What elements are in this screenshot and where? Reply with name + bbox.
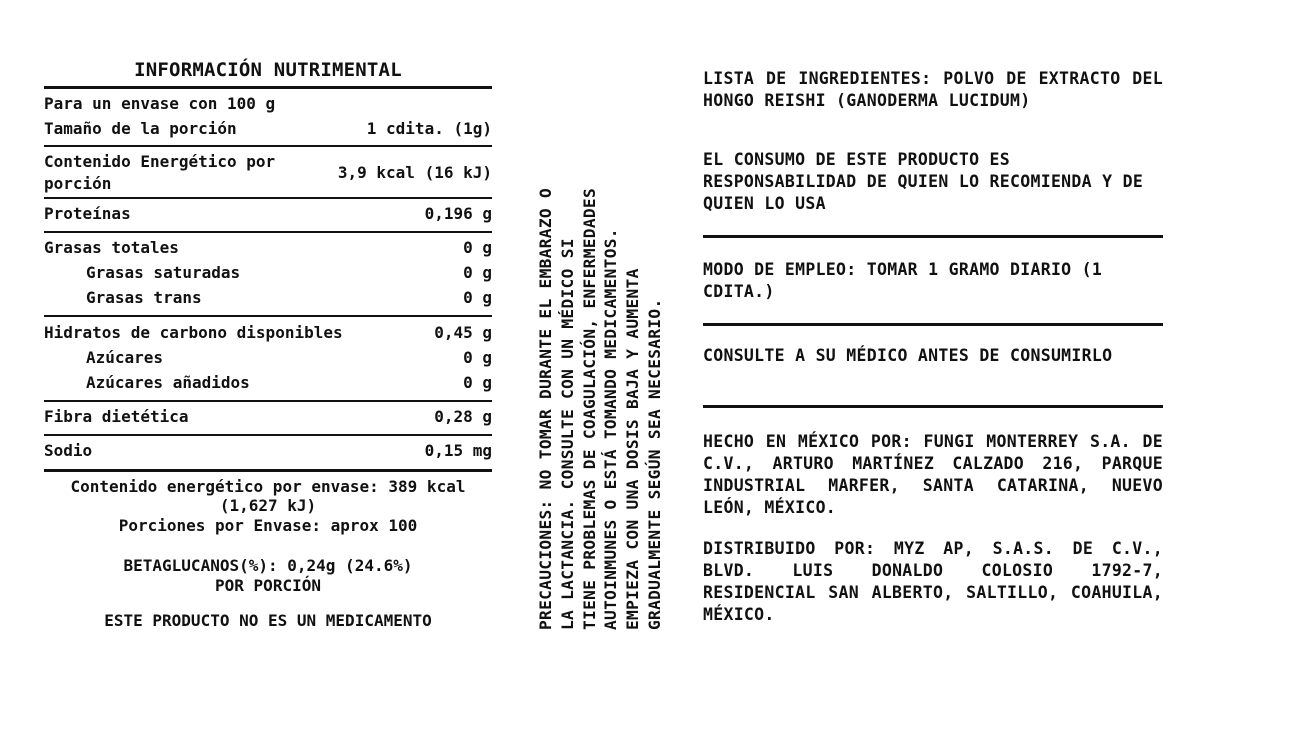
- protein-value: 0,196 g: [424, 204, 492, 223]
- betaglucanos: BETAGLUCANOS(%): 0,24g (24.6%): [123, 556, 413, 575]
- divider: [44, 145, 492, 147]
- added-sugar-row: [44, 372, 492, 394]
- sodium-value: 0,15 mg: [424, 441, 492, 460]
- transfat-label: Grasas trans: [86, 288, 202, 307]
- portion-value: 1 cdita. (1g): [366, 119, 492, 138]
- portions-per-envase: Porciones por Envase: aprox 100: [118, 516, 418, 535]
- divider: [44, 434, 492, 436]
- precautions-line: LA LACTANCIA. CONSULTE CON UN MÉDICO SI: [557, 238, 577, 630]
- divider: [44, 315, 492, 317]
- carbs-row: [44, 322, 492, 344]
- fiber-label: Fibra dietética: [44, 407, 189, 426]
- portion-row: [44, 118, 492, 140]
- divider: [44, 231, 492, 233]
- protein-label: Proteínas: [44, 204, 131, 223]
- precautions-text: [535, 60, 666, 630]
- precautions-line: GRADUALMENTE SEGÚN SEA NECESARIO.: [644, 298, 664, 630]
- divider: [44, 197, 492, 199]
- energy-per-envase-kj: (1,627 kJ): [219, 496, 317, 515]
- satfat-value: 0 g: [463, 263, 492, 282]
- satfat-label: Grasas saturadas: [86, 263, 241, 282]
- envase-row: [44, 93, 492, 115]
- fat-row: [44, 237, 492, 259]
- added-sugar-label: Azúcares añadidos: [86, 373, 250, 392]
- energy-row: [44, 150, 492, 196]
- energy-per-envase: Contenido energético por envase: 389 kcal: [70, 477, 466, 496]
- nutrition-title: INFORMACIÓN NUTRIMENTAL: [134, 59, 402, 81]
- usage-instructions: MODO DE EMPLEO: TOMAR 1 GRAMO DIARIO (1 CDITA.): [703, 260, 1103, 301]
- not-medicine-notice: ESTE PRODUCTO NO ES UN MEDICAMENTO: [104, 611, 432, 630]
- ingredients-list: LISTA DE INGREDIENTES: POLVO DE EXTRACTO DEL HONGO REISHI (GANODERMA LUCIDUM): [703, 69, 1163, 110]
- sugar-label: Azúcares: [86, 348, 164, 367]
- energy-label: Contenido Energético por porción: [44, 152, 276, 193]
- precautions-line: TIENE PROBLEMAS DE COAGULACIÓN, ENFERMEDADES: [579, 187, 599, 630]
- precautions-line: EMPIEZA CON UNA DOSIS BAJA Y AUMENTA: [623, 268, 643, 630]
- portion-label: Tamaño de la porción: [44, 119, 237, 138]
- fiber-value: 0,28 g: [434, 407, 492, 426]
- betaglucanos-portion: POR PORCIÓN: [215, 576, 321, 595]
- carbs-label: Hidratos de carbono disponibles: [44, 323, 343, 342]
- sodium-label: Sodio: [44, 441, 93, 460]
- energy-value: 3,9 kcal (16 kJ): [337, 163, 492, 182]
- precautions-line: AUTOINMUNES O ESTÁ TOMANDO MEDICAMENTOS.: [601, 228, 621, 630]
- sugar-row: [44, 347, 492, 369]
- divider: [44, 400, 492, 402]
- divider: [44, 86, 492, 89]
- transfat-row: [44, 287, 492, 309]
- fat-label: Grasas totales: [44, 238, 179, 257]
- divider: [703, 235, 1163, 238]
- consult-doctor-notice: CONSULTE A SU MÉDICO ANTES DE CONSUMIRLO: [703, 346, 1113, 365]
- sodium-row: [44, 440, 492, 462]
- envase-label: Para un envase con 100 g: [44, 94, 276, 113]
- protein-row: [44, 203, 492, 225]
- sugar-value: 0 g: [463, 348, 492, 367]
- distributor-info: DISTRIBUIDO POR: MYZ AP, S.A.S. DE C.V., BLVD. LUIS DONALDO COLOSIO 1792-7, RESIDENCIAL SAN ALBERTO, SALTILLO, COAHUILA, MÉXICO.: [703, 539, 1163, 624]
- divider: [703, 405, 1163, 408]
- manufacturer-info: HECHO EN MÉXICO POR: FUNGI MONTERREY S.A. DE C.V., ARTURO MARTÍNEZ CALZADO 216, PARQUE INDUSTRIAL MARFER, SANTA CATARINA, NUEVO LEÓN, MÉXICO.: [703, 432, 1163, 517]
- divider: [44, 469, 492, 472]
- responsibility-notice: EL CONSUMO DE ESTE PRODUCTO ES RESPONSABILIDAD DE QUIEN LO RECOMIENDA Y DE QUIEN LO USA: [703, 150, 1144, 213]
- fiber-row: [44, 406, 492, 428]
- added-sugar-value: 0 g: [463, 373, 492, 392]
- carbs-value: 0,45 g: [434, 323, 492, 342]
- precautions-line: PRECAUCIONES: NO TOMAR DURANTE EL EMBARAZO O: [536, 187, 555, 630]
- divider: [703, 323, 1163, 326]
- satfat-row: [44, 262, 492, 284]
- transfat-value: 0 g: [463, 288, 492, 307]
- fat-value: 0 g: [463, 238, 492, 257]
